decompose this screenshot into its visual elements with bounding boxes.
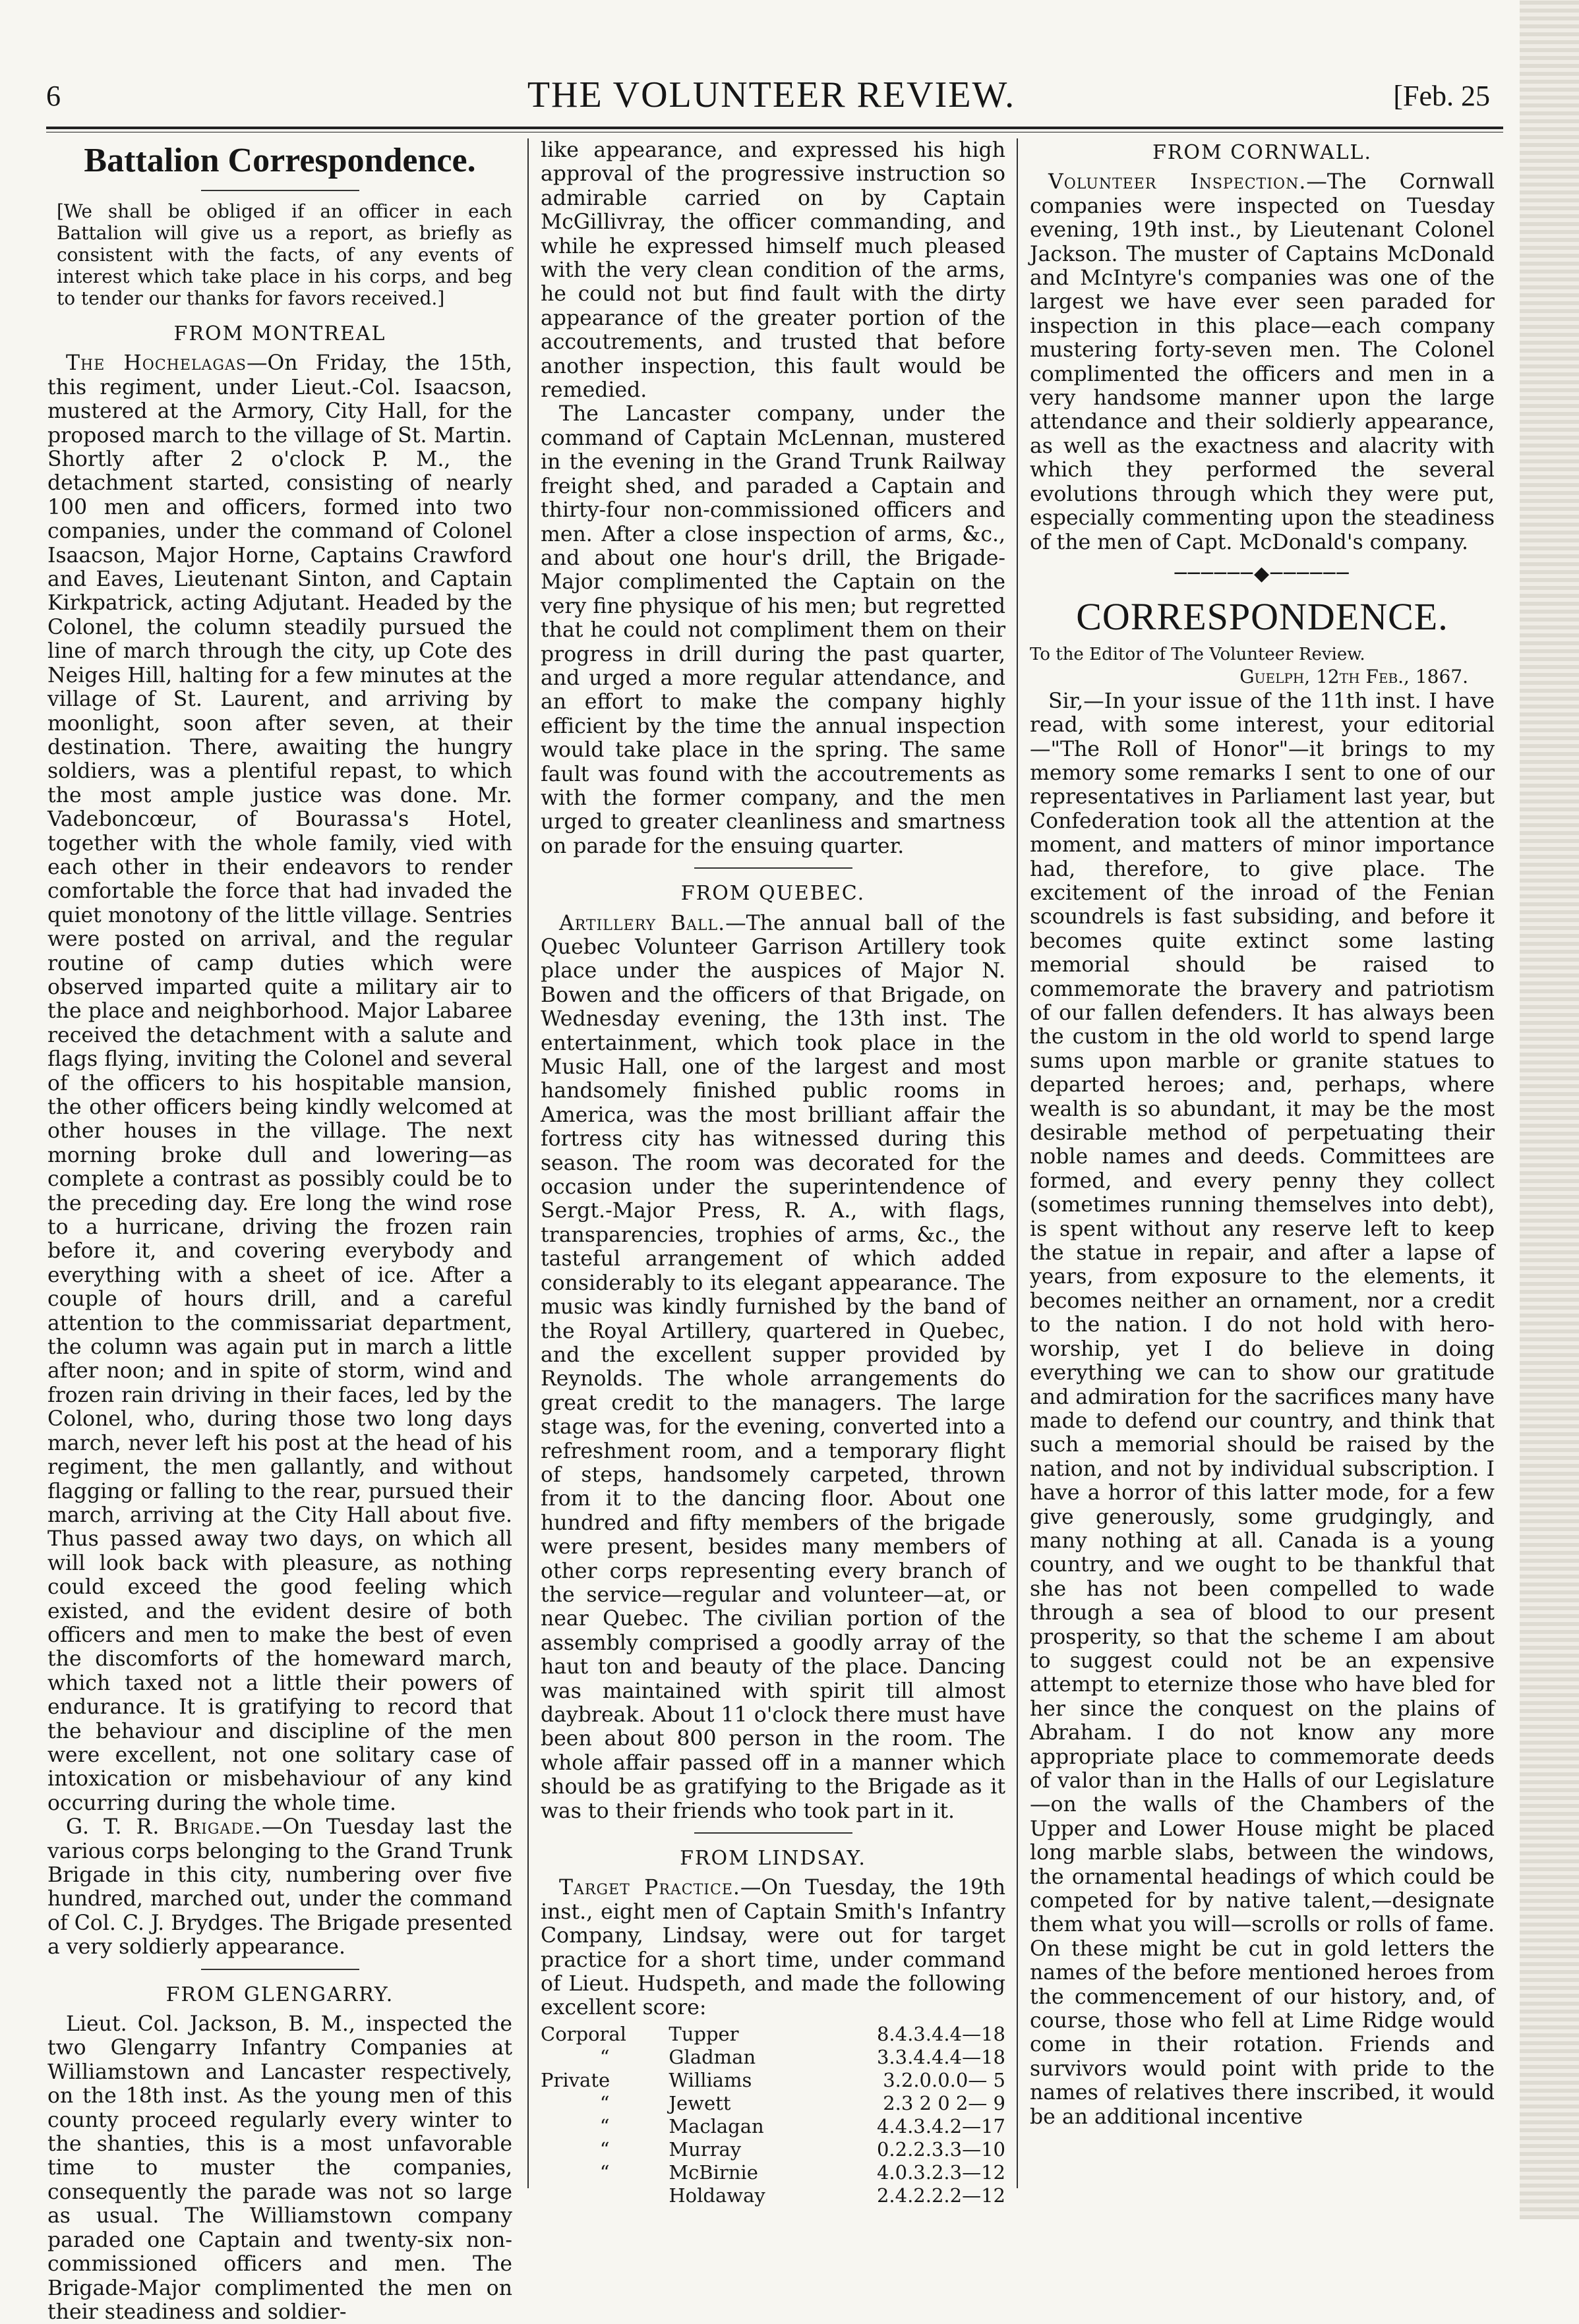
score-value: 4.4.3.4.2—17 (876, 2114, 1005, 2137)
score-row (541, 2092, 1005, 2115)
score-name: Maclagan (669, 2114, 764, 2137)
heading-rule (201, 190, 359, 191)
ornament-rule: ──────◆────── (1174, 562, 1350, 585)
column-divider (527, 138, 529, 2188)
article-heading: FROM QUEBEC. (680, 882, 866, 906)
score-rank: Corporal (541, 2022, 626, 2045)
article-text: —The annual ball of the Quebec Volunteer Garrison Artillery took place under the auspices of Major N. Bowen and the officers of that Brigade, on Wednesday evening, the 13th inst. The entertainment, which took place in the Music Hall, one of the largest and most handsomely finished public rooms in America, was the most brilliant affair the fortress city has witnessed during this season. The room was decorated for the occasion under the superintendence of Sergt.-Major Press, R. A., with flags, transparencies, trophies of arms, &c., the tasteful arrangement of which added considerably to its elegant appearance. The music was kindly furnished by the band of the Royal Artillery, quartered in Quebec, and the excellent supper provided by Reynolds. The whole arrangements do great credit to the managers. The large stage was, for the evening, converted into a refreshment room, and a temporary flight of steps, handsomely carpeted, thrown from it to the dancing floor. About one hundred and fifty members of the brigade were present, besides many members of other corps representing every branch of the service—regular and volunteer—at, or near Quebec. The civilian portion of the assembly comprised a goodly array of the haut ton and beauty of the place. Dancing was maintained with spirit till almost daybreak. About 11 o'clock there must have been about 800 person in the room. The whole affair passed off in a manner which should be as gratifying to the Brigade as it was to their friends who took part in it. (541, 911, 1005, 1823)
score-rank: “ (599, 2114, 610, 2137)
score-name: Jewett (669, 2091, 731, 2114)
article-text: —On Friday, the 15th, this regiment, under Lieut.-Col. Isaacson, mustered at the Armory, City Hall, for the proposed march to the village of St. Martin. Shortly after 2 o'clock P. M., the detachment started, consisting of nearly 100 men and officers, formed into two companies, under the command of Colonel Isaacson, Major Horne, Captains Crawford and Eaves, Lieutenant Sinton, and Captain Kirkpatrick, acting Adjutant. Headed by the Colonel, the column steadily pursued the line of march through the city, up Cote des Neiges Hill, halting for a few minutes at the village of St. Laurent, and arriving by moonlight, soon after seven, at their destination. There, awaiting the hungry soldiers, was a plentiful repast, to which the most ample justice was done. Mr. Vadeboncœur, of Bourassa's Hotel, together with the whole family, vied with each other in their endeavors to render comfortable the force that had invaded the quiet monotony of the little village. Sentries were posted on arrival, and the regular routine of camp duties which were observed imparted quite a military air to the place and neighborhood. Major Labaree received the detachment with a salute and flags flying, inviting the Colonel and several of the officers to his hospitable mansion, the other officers being kindly welcomed at other houses in the village. The next morning broke dull and lowering—as complete a contrast as possibly could be to the preceding day. Ere long the wind rose to a hurricane, driving the frozen rain before it, and covering everybody and everything with a sheet of ice. After a couple of hours drill, and a careful attention to the commissariat department, the column was again put in march a little after noon; and in spite of storm, wind and frozen rain driving in their faces, led by the Colonel, who, during those two long days march, never left his post at the head of his regiment, the men gallantly, and without flagging or falling to the rear, pursued their march, arriving at the City Hall about five. Thus passed away two days, on which all will look back with pleasure, as nothing could exceed the good feeling which existed, and the evident desire of both officers and men to make the best of even the discomforts of the homeward march, which taxed not a little their powers of endurance. It is gratifying to record that the behaviour and discipline of the men were excellent, not one solitary case of intoxication or misbehaviour of any kind occurring during the whole time. (47, 351, 512, 1815)
score-name: Gladman (669, 2045, 756, 2068)
score-value: 3.3.4.4.4—18 (876, 2045, 1005, 2068)
letter-address: To the Editor of The Volunteer Review. (1030, 645, 1365, 665)
section-heading: CORRESPONDENCE. (1076, 595, 1448, 639)
article-lead: Target Practice. (559, 1876, 740, 1900)
article-rule (694, 867, 852, 869)
page-edge-texture (1520, 0, 1579, 2219)
score-row (541, 2184, 1005, 2207)
score-value: 2.3 2 0 2— 9 (883, 2091, 1005, 2114)
column-middle (541, 138, 1005, 2207)
score-row (541, 2046, 1005, 2069)
letter-dateline: Guelph, 12th Feb., 1867. (1239, 666, 1468, 688)
article-lead: Artillery Ball. (559, 911, 726, 935)
article-lead: Volunteer Inspection. (1048, 170, 1307, 194)
score-name: McBirnie (669, 2161, 758, 2184)
score-table (541, 2023, 1005, 2207)
article-rule (201, 1969, 359, 1970)
masthead-title: THE VOLUNTEER REVIEW. (527, 74, 1016, 115)
article-paragraph (541, 912, 1005, 1823)
article-paragraph: like appearance, and expressed his high approval of the progressive instruction so admirable carried on by Captain McGillivray, the officer commanding, and while he expressed himself much pleased with the very clean condition of the arms, he could not but find fault with the dirty appearance of the greater portion of the accoutrements, and trusted that before another inspection, this fault would be remedied. (541, 138, 1005, 403)
header-rule (46, 127, 1503, 129)
editorial-note: [We shall be obliged if an officer in each Battalion will give us a report, as briefly as consistent with the facts, of any events of interest which take place in his corps, and beg to tender our thanks for favors received.] (57, 200, 512, 309)
article-text: —On Tuesday last the various corps belonging to the Grand Trunk Brigade in this city, numbering over five hundred, marched out, under the command of Col. C. J. Brydges. The Brigade presented a very soldierly appearance. (47, 1815, 512, 1960)
score-value: 2.4.2.2.2—12 (876, 2184, 1005, 2207)
score-row (541, 2069, 1005, 2092)
score-value: 3.2.0.0.0— 5 (883, 2068, 1005, 2091)
article-lead: The Hochelagas (66, 351, 247, 376)
score-value: 8.4.3.4.4—18 (876, 2022, 1005, 2045)
score-rank: “ (599, 2045, 610, 2068)
article-heading: FROM GLENGARRY. (165, 1983, 394, 2006)
score-name: Tupper (669, 2022, 739, 2045)
article-heading: FROM CORNWALL. (1152, 141, 1373, 164)
page-header (46, 73, 1497, 125)
article-paragraph (541, 1876, 1005, 2019)
article-text: —The Cornwall companies were inspected on Tuesday evening, 19th inst., by Lieutenant Colonel Jackson. The muster of Captains McDonald and McIntyre's companies was one of the largest we have ever seen paraded for inspection in this place—each company mustering forty-seven men. The Colonel complimented the officers and men in a very handsome manner upon the large attendance and their soldierly appearance, as well as the exactness and alacrity with which they performed the several evolutions through which they were put, especially commenting upon the steadiness of the men of Capt. McDonald's company. (1030, 170, 1495, 554)
score-row (541, 2023, 1005, 2046)
article-paragraph (47, 351, 512, 1815)
section-heading: Battalion Correspondence. (84, 142, 476, 179)
article-paragraph: Lieut. Col. Jackson, B. M., inspected the two Glengarry Infantry Companies at Williamstown and Lancaster respectively, on the 18th inst. As the young men of this county proceed regularly every winter to the shanties, this is a most unfavorable time to muster the companies, consequently the parade was not so large as usual. The Williamstown company paraded one Captain and twenty-six non-commissioned officers and men. The Brigade-Major complimented the men on their steadiness and soldier- (47, 2012, 512, 2324)
score-row (541, 2115, 1005, 2138)
article-lead: G. T. R. Brigade. (66, 1815, 262, 1840)
article-paragraph (1030, 170, 1495, 554)
article-paragraph: The Lancaster company, under the command of Captain McLennan, mustered in the evening in the Grand Trunk Railway freight shed, and paraded a Captain and thirty-four non-commissioned officers and men. After a close inspection of arms, &c., and about one hour's drill, the Brigade-Major complimented the Captain on the very fine physique of his men; but regretted that he could not compliment them on their progress in drill during the past quarter, and urged a more regular attendance, and an effort to make the company highly efficient by the time the annual inspection would take place in the spring. The same fault was found with the accoutrements as with the former company, and the men urged to greater cleanliness and smartness on parade for the ensuing quarter. (541, 402, 1005, 858)
score-rank: “ (599, 2161, 610, 2184)
article-paragraph (47, 1815, 512, 1959)
score-name: Williams (669, 2068, 752, 2091)
score-rank: “ (599, 2091, 610, 2114)
score-row (541, 2138, 1005, 2161)
score-value: 0.2.2.3.3—10 (876, 2137, 1005, 2161)
score-rank: “ (599, 2137, 610, 2161)
score-name: Murray (669, 2137, 742, 2161)
score-rank: Private (541, 2068, 611, 2091)
score-row (541, 2161, 1005, 2184)
article-heading: FROM MONTREAL (173, 322, 386, 345)
score-value: 4.0.3.2.3—12 (876, 2161, 1005, 2184)
article-heading: FROM LINDSAY. (680, 1847, 866, 1871)
column-left (47, 138, 512, 2324)
issue-date: [Feb. 25 (1393, 80, 1490, 112)
letter-paragraph: Sir,—In your issue of the 11th inst. I have read, with some interest, your editorial—"The Roll of Honor"—it brings to my memory some remarks I sent to one of our representatives in Parliament last year, but Confederation took all the attention at the moment, and matters of minor importance had, therefore, to give place. The excitement of the inroad of the Fenian scoundrels is fast subsiding, and before it becomes quite extinct some lasting memorial should be raised to commemorate the bravery and patriotism of our fallen defenders. It has always been the custom in the old world to spend large sums upon marble or granite statues to departed heroes; and, perhaps, where wealth is so abundant, it may be the most desirable method of perpetuating their noble names and deeds. Committees are formed, and every penny they collect (sometimes running themselves into debt), is spent without any reserve left to keep the statue in repair, and after a lapse of years, from exposure to the elements, it becomes neither an ornament, nor a credit to the nation. I do not hold with hero-worship, yet I do believe in doing everything we can to show our gratitude and admiration for the sacrifices many have made to defend our country, and think that such a memorial should be raised by the nation, and not by individual subscription. I have a horror of this latter mode, for a few give generously, some grudgingly, and many nothing at all. Canada is a young country, and we ought to be thankful that she has not been compelled to wade through a sea of blood to our present prosperity, so that the scheme I am about to suggest could not be an expensive attempt to eternize those who have bled for her since the conquest on the plains of Abraham. I do not know any more appropriate place to commemorate deeds of valor than in the Halls of our Legislature—on the walls of the Chambers of the Upper and Lower House might be placed long marble slabs, between the windows, the ornamental headings of which could be competed for by native talent,—designate them what you will—scrolls or rolls of fame. On these might be cut in gold letters the names of the before mentioned heroes from the commencement of our history, and, of course, those who fell at Lime Ridge would come in their rotation. Friends and survivors would point with pride to the names of relatives there inscribed, it would be an additional incentive (1030, 689, 1495, 2129)
score-name: Holdaway (669, 2184, 765, 2207)
article-text: —On Tuesday, the 19th inst., eight men of Captain Smith's Infantry Company, Lindsay, were out for target practice for a short time, under command of Lieut. Hudspeth, and made the following excellent score: (541, 1876, 1005, 2020)
score-rank (541, 2184, 669, 2207)
column-divider (1017, 138, 1018, 2188)
article-rule (694, 1832, 852, 1834)
page-number: 6 (46, 80, 61, 112)
column-right (1030, 138, 1495, 2188)
